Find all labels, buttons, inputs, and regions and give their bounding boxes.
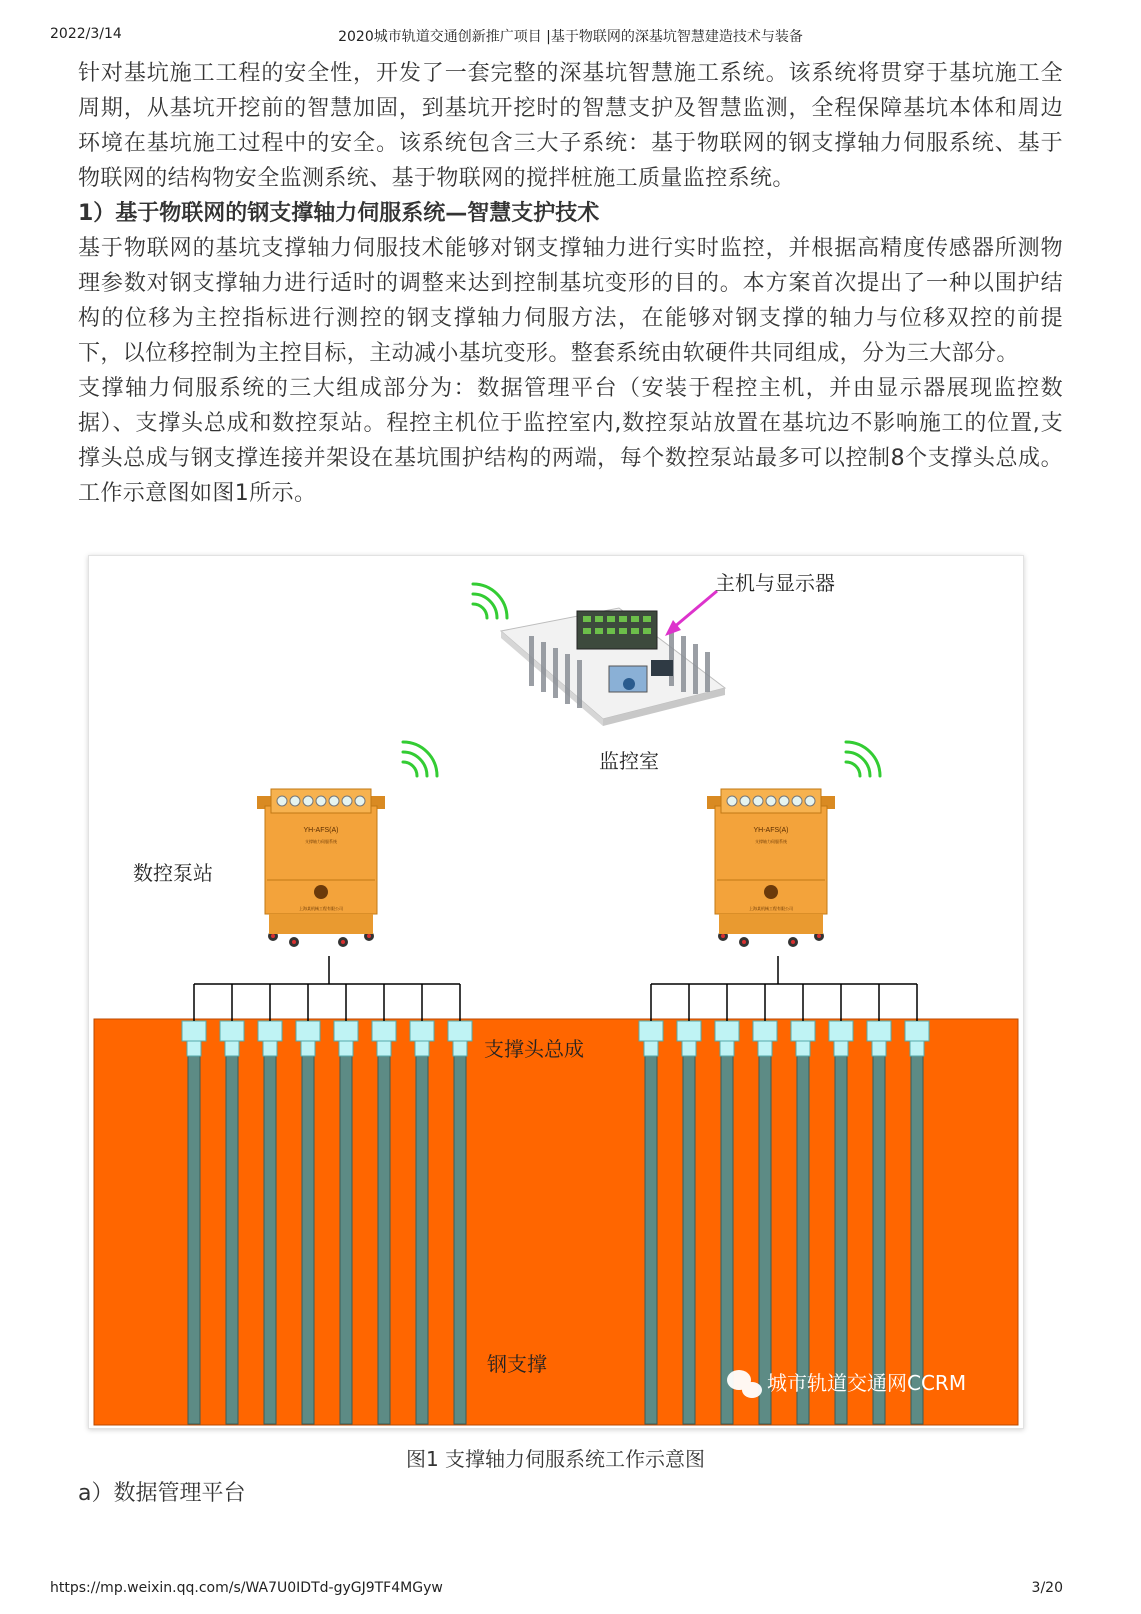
monitoring-room-illustration xyxy=(501,608,725,726)
figure-caption: 图1 支撑轴力伺服系统工作示意图 xyxy=(405,1447,706,1471)
watermark-text: 城市轨道交通网CCRM xyxy=(767,1371,967,1395)
print-date: 2022/3/14 xyxy=(50,26,122,42)
wifi-signal-icon xyxy=(473,584,507,618)
strut-head-label: 支撑头总成 xyxy=(484,1037,584,1061)
strut-head-neck xyxy=(682,1041,696,1056)
steel-strut xyxy=(188,1056,200,1424)
steel-strut xyxy=(721,1056,733,1424)
strut-head-neck xyxy=(872,1041,886,1056)
strut-head-neck xyxy=(453,1041,467,1056)
intro-paragraph: 针对基坑施工工程的安全性，开发了一套完整的深基坑智慧施工系统。该系统将贯穿于基坑施工全周期，从基坑开挖前的智慧加固，到基坑开挖时的智慧支护及智慧监测，全程保障基坑本体和周边环境在基坑施工过程中的安全。该系统包含三大子系统：基于物联网的钢支撑轴力伺服系统、基于物联网的结构物安全监测系统、基于物联网的搅拌桩施工质量监控系统。 xyxy=(78,61,1063,191)
page-url: https://mp.weixin.qq.com/s/WA7U0IDTd-gyGJ9TF4MGyw xyxy=(50,1580,443,1596)
pump-model-text: YH-AFS(A) xyxy=(303,827,339,834)
strut-head xyxy=(905,1021,929,1041)
strut-head-neck xyxy=(644,1041,658,1056)
hydraulic-lines xyxy=(194,956,917,1021)
steel-strut xyxy=(683,1056,695,1424)
strut-head xyxy=(829,1021,853,1041)
steel-strut xyxy=(873,1056,885,1424)
steel-strut xyxy=(302,1056,314,1424)
strut-head-neck xyxy=(225,1041,239,1056)
pump-station-right xyxy=(707,789,835,947)
host-display-label: 主机与显示器 xyxy=(715,571,835,595)
strut-head-neck xyxy=(377,1041,391,1056)
steel-strut xyxy=(645,1056,657,1424)
strut-head-neck xyxy=(796,1041,810,1056)
section-heading: 1）基于物联网的钢支撑轴力伺服系统—智慧支护技术 xyxy=(78,201,600,226)
pump-model-text: YH-AFS(A) xyxy=(753,827,789,834)
strut-head xyxy=(258,1021,282,1041)
strut-head xyxy=(753,1021,777,1041)
wifi-signal-icon xyxy=(846,742,880,776)
steel-strut xyxy=(378,1056,390,1424)
strut-head-neck xyxy=(415,1041,429,1056)
strut-head-neck xyxy=(339,1041,353,1056)
strut-head-neck xyxy=(910,1041,924,1056)
pump-station-label: 数控泵站 xyxy=(133,861,213,885)
steel-strut xyxy=(759,1056,771,1424)
strut-head-neck xyxy=(301,1041,315,1056)
page-number: 3/20 xyxy=(1031,1580,1063,1596)
strut-head xyxy=(639,1021,663,1041)
components-paragraph: 支撑轴力伺服系统的三大组成部分为：数据管理平台（安装于程控主机，并由显示器展现监控数据）、支撑头总成和数控泵站。程控主机位于监控室内,数控泵站放置在基坑边不影响施工的位置,支撑头总成与钢支撑连接并架设在基坑围护结构的两端，每个数控泵站最多可以控制8个支撑头总成。工作示意图如图1所示。 xyxy=(78,376,1063,506)
pump-subtitle-text: 支撑轴力伺服系统 xyxy=(305,839,337,844)
pump-company-text: 上海某机械工程有限公司 xyxy=(299,906,343,911)
steel-strut xyxy=(340,1056,352,1424)
steel-strut xyxy=(264,1056,276,1424)
system-diagram-figure xyxy=(88,555,1024,1429)
servo-description-paragraph: 基于物联网的基坑支撑轴力伺服技术能够对钢支撑轴力进行实时监控，并根据高精度传感器所测物理参数对钢支撑轴力进行适时的调整来达到控制基坑变形的目的。本方案首次提出了一种以围护结构的位移为主控指标进行测控的钢支撑轴力伺服方法，在能够对钢支撑的轴力与位移双控的前提下，以位移控制为主控目标，主动减小基坑变形。整套系统由软硬件共同组成，分为三大部分。 xyxy=(78,236,1063,366)
strut-head xyxy=(867,1021,891,1041)
pump-company-text: 上海某机械工程有限公司 xyxy=(749,906,793,911)
article-body xyxy=(78,56,1063,511)
strut-head-neck xyxy=(187,1041,201,1056)
strut-head xyxy=(677,1021,701,1041)
monitoring-room-label: 监控室 xyxy=(599,749,659,773)
pointer-arrow xyxy=(673,591,717,628)
pump-station-left xyxy=(257,789,385,947)
strut-head xyxy=(715,1021,739,1041)
strut-head xyxy=(791,1021,815,1041)
system-diagram-svg xyxy=(89,556,1023,1428)
steel-strut xyxy=(416,1056,428,1424)
strut-head xyxy=(220,1021,244,1041)
strut-head xyxy=(182,1021,206,1041)
steel-strut xyxy=(454,1056,466,1424)
strut-head xyxy=(448,1021,472,1041)
steel-strut xyxy=(797,1056,809,1424)
subsection-heading: a）数据管理平台 xyxy=(78,1481,246,1506)
strut-head xyxy=(372,1021,396,1041)
strut-head xyxy=(296,1021,320,1041)
wifi-signal-icon xyxy=(403,742,437,776)
strut-head xyxy=(410,1021,434,1041)
strut-head-neck xyxy=(720,1041,734,1056)
strut-head-neck xyxy=(263,1041,277,1056)
strut-head-neck xyxy=(834,1041,848,1056)
print-header-title: 2020城市轨道交通创新推广项目 |基于物联网的深基坑智慧建造技术与装备 xyxy=(338,29,803,45)
steel-strut xyxy=(835,1056,847,1424)
steel-strut-label: 钢支撑 xyxy=(487,1352,547,1376)
steel-strut xyxy=(226,1056,238,1424)
strut-head-neck xyxy=(758,1041,772,1056)
pump-subtitle-text: 支撑轴力伺服系统 xyxy=(755,839,787,844)
steel-strut xyxy=(911,1056,923,1424)
strut-head xyxy=(334,1021,358,1041)
